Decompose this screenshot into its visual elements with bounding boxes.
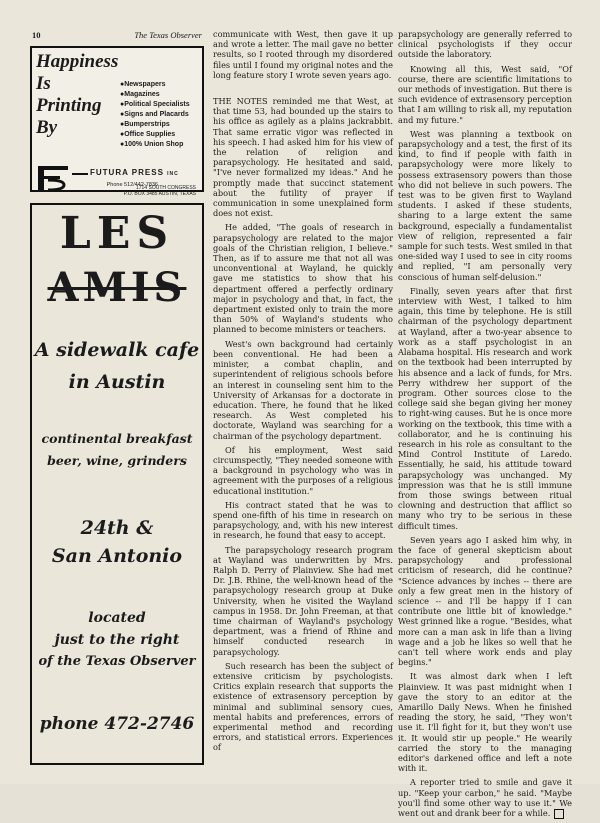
paragraph: Finally, seven years after that first interview with West, I talked to him again, this time by telephone. He is still chairman of the psychology department at Wayland, after a two-year absence to work as a staff psychologist in an Alabama hospital. His research and work on the textbook had been interrupted by his absence and a lack of funds, for Mrs. Perry withdrew her support of the program. Other sources close to the college said she began giving her money to right-wing causes. But he is once more working on the textbook, this time with a collaborator, and he is continuing his research in his role as consultant to the Mind Control Institute of Laredo. Essentially, he said, his attitude toward parapsychology was unchanged. My impression was that he is still immune from those swings between ritual clowning and destruction that afflict so many who try to be serious in these difficult times. (398, 285, 572, 531)
cafe-phone: phone 472-2746 (39, 714, 195, 734)
ad-headline-2: Is (36, 73, 51, 94)
paragraph: West's own background had certainly been conventional. He had been a minister, a combat chaplin, and superintendent of religious schools before an interest in counseling sent him to the University of Arkansas for a doctorate in education. There, he found that he liked research. As West completed his doctorate, Wayland was searching for a chairman of the psychology department. (213, 338, 393, 441)
service-item: ● Signs and Placards (120, 110, 190, 120)
paragraph: The parapsychology research program at Wayland was underwritten by Mrs. Ralph D. Perry of Plainview. She had met Dr. J.B. Rhine, the well-known head of the parapsychology research group at Duke University, when he visited the Wayland campus in 1958. Dr. John Freeman, at that time chairman of Wayland's psychology department, was a friend of Rhine and himself conducted research in parapsychology. (213, 544, 393, 657)
ad-headline-3: Printing (36, 95, 102, 116)
ad-po-box: 1714 SOUTH CONGRESS P.O. BOX 3485 AUSTIN, TEXAS (123, 185, 196, 197)
paragraph: Seven years ago I asked him why, in the face of general skepticism about parapsychology and professional criticism of research, did he continue? "Science advances by inches -- there are only a few great men in the history of science -- and I'll be happy if I can contribute one little bit of knowledge." West grinned like a rogue. "Besides, what more can a man ask in life than a living wage and a job he likes so well that he can't tell where work ends and play begins." (398, 534, 572, 668)
service-item: ● 100% Union Shop (120, 140, 190, 150)
service-item: ● Bumperstrips (120, 120, 190, 130)
location-line-2: just to the right (54, 632, 180, 648)
futura-press-logo (38, 166, 68, 190)
service-item: ● Newspapers (120, 80, 190, 90)
publication-name: The Texas Observer (134, 30, 202, 40)
page-number: 10 (32, 30, 41, 40)
paragraph: His contract stated that he was to spend one-fifth of his time in research on parapsychology, and, with his new interest in research, he found that easy to accept. (213, 499, 393, 541)
page-header (32, 30, 202, 40)
service-item: ● Office Supplies (120, 130, 190, 140)
paragraph: Knowing all this, West said, "Of course, there are scientific limitations to our methods of investigation. But there is such evidence of extrasensory perception that I am willing to risk all, my reputation and my future." (398, 63, 573, 125)
paragraph: THE NOTES reminded me that West, at that time 53, had bounded up the stairs to his office as agilely as a plains jackrabbit. That same erratic vigor was reflected in his speech. I had asked him for his view of the relation of religion and parapsychology. He hesitated and said, "I've never formalized my ideas." And he promptly made that succinct statement about the futility of prayer if communication in some unexplained form does not exist. (213, 96, 393, 219)
les-amis-name-2: AMIS (47, 264, 187, 311)
address-line-1: 24th & (80, 517, 154, 539)
paragraph: He added, "The goals of research in parapsychology are related to the major goals of the Christian religion, I believe." Then, as if to assure me that not all was unconventional at Wayland, he quickly gave me statistics to show that his department offered a perfectly ordinary major in psychology and that, in fact, the department existed only to train the more than 50% of Wayland's students who planned to become ministers or teachers. (213, 222, 393, 335)
location-line-3: of the Texas Observer (38, 654, 196, 669)
paragraph: Such research has been the subject of extensive criticism by psychologists. Critics explain research that supports the existence of extrasensory perception by minimal and subliminal sensory cues, mental habits and preferences, errors of experimental method and recording errors, and statistical errors. Experiences of (213, 660, 393, 753)
ad-headline-1: Happiness (36, 51, 119, 72)
location-line-1: located (88, 610, 146, 626)
service-item: ● Political Specialists (120, 100, 190, 110)
service-item: ● Magazines (120, 90, 190, 100)
paragraph: West was planning a textbook on parapsychology and a test, the first of its kind, to find if people with faith in parapsychology were more likely to possess extrasensory powers than those who did not believe in such powers. The test was to be given first to Wayland students. I asked if these students, sharing to a large extent the same background, especially a fundamentalist view of religion, represented a fair sample for such tests. West smiled in that one-sided way I used to see in city rooms and replied, "I am personally very conscious of human self-delusion." (398, 128, 572, 282)
services-list (120, 80, 190, 150)
les-amis-advertisement (30, 203, 204, 765)
paragraph: Of his employment, West said circumspectly, "They needed someone with a background in psychology who was in agreement with the purposes of a religious educational institution." (213, 444, 393, 496)
tagline-2: in Austin (68, 371, 166, 393)
tagline-1: A sidewalk cafe (34, 339, 200, 361)
ad-headline-4: By (36, 117, 58, 138)
end-mark-icon (554, 809, 564, 819)
les-amis-name-1: LES (59, 208, 175, 259)
printing-advertisement (30, 46, 204, 197)
article-column-1 (213, 29, 393, 757)
menu-line-2: beer, wine, grinders (47, 453, 187, 468)
paragraph: parapsychology are generally referred to clinical psychologists if they occur outside the laboratory. (398, 29, 572, 60)
menu-line-1: continental breakfast (41, 431, 193, 446)
company-suffix: INC (167, 171, 179, 177)
article-column-2 (398, 29, 572, 823)
paragraph: It was almost dark when I left Plainview. It was past midnight when I gave the story to an editor at the Amarillo Daily News. When he finished reading the story, he said, "They won't use it. I'll fight for it, but they won't use it. It would stir up people." He wearily carried the story to the managing editor's darkened office and left a note with it. (398, 671, 572, 774)
company-name: FUTURA PRESS INC (90, 168, 179, 177)
paragraph-final: A reporter tried to smile and gave it up. "Keep your carbon," he said. "Maybe you'll find some other way to use it." We went out and drank beer for a while. (398, 777, 572, 819)
address-line-2: San Antonio (51, 545, 183, 567)
paragraph: communicate with West, then gave it up and wrote a letter. The mail gave no better results, so I rooted through my disordered files until I found my original notes and the long feature story I wrote seven years ago. (213, 29, 393, 80)
ad-phone: Phone 512/442-7836 (106, 182, 158, 188)
